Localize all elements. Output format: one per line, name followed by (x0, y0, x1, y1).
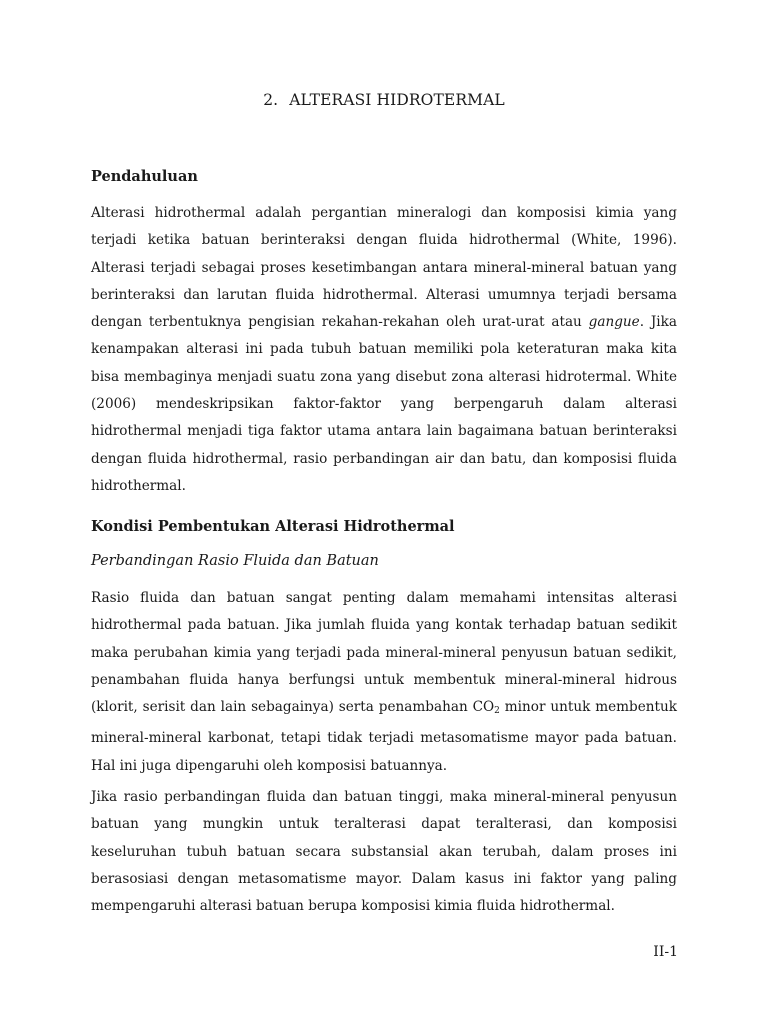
chapter-title (0, 91, 768, 109)
paragraph-text: . Jika kenampakan alterasi ini pada tubuh batuan memiliki pola keteraturan maka kita bisa membaginya menjadi suatu zona yang disebut zona alterasi hidrotermal. White (2006) mendeskripsikan faktor-faktor yang berpengaruh dalam alterasi hidrothermal menjadi tiga faktor utama antara lain bagaimana batuan berinteraksi dengan fluida hidrothermal, rasio perbandingan air dan batu, dan komposisi fluida hidrothermal. (91, 314, 677, 494)
section-heading-pendahuluan: Pendahuluan (91, 168, 198, 185)
paragraph-rasio (91, 585, 677, 780)
paragraph-text: Rasio fluida dan batuan sangat penting dalam memahami intensitas alterasi hidrothermal pada batuan. Jika jumlah fluida yang kontak terhadap batuan sedikit maka perubahan kimia yang terjadi pada mineral-mineral penyusun batuan sedikit, penambahan fluida hanya berfungsi untuk membentuk mineral-mineral hidrous (klorit, serisit dan lain sebagainya) serta penambahan CO (91, 590, 677, 716)
chapter-number: 2. (263, 91, 279, 109)
chapter-title-text: ALTERASI HIDROTERMAL (289, 91, 505, 109)
subsection-heading-rasio: Perbandingan Rasio Fluida dan Batuan (91, 553, 379, 569)
paragraph-introduction (91, 200, 677, 500)
subscript: 2 (494, 706, 500, 717)
italic-term: gangue (588, 314, 640, 331)
section-heading-kondisi: Kondisi Pembentukan Alterasi Hidrothermal (91, 518, 455, 535)
paragraph-text: minor untuk membentuk mineral-mineral karbonat, tetapi tidak terjadi metasomatisme mayor pada batuan. Hal ini juga dipengaruhi oleh komposisi batuannya. (91, 699, 677, 774)
page-number: II-1 (653, 944, 678, 960)
paragraph-text: Alterasi hidrothermal adalah pergantian mineralogi dan komposisi kimia yang terjadi ketika batuan berinteraksi dengan fluida hidrothermal (White, 1996). Alterasi terjadi sebagai proses kesetimbangan antara mineral-mineral batuan yang berinteraksi dan larutan fluida hidrothermal. Alterasi umumnya terjadi bersama dengan terbentuknya pengisian rekahan-rekahan oleh urat-urat atau (91, 205, 677, 331)
paragraph-rasio-tinggi: Jika rasio perbandingan fluida dan batuan tinggi, maka mineral-mineral penyusun batuan yang mungkin untuk teralterasi dapat teralterasi, dan komposisi keseluruhan tubuh batuan secara substansial akan terubah, dalam proses ini berasosiasi dengan metasomatisme mayor. Dalam kasus ini faktor yang paling mempengaruhi alterasi batuan berupa komposisi kimia fluida hidrothermal. (91, 789, 677, 915)
